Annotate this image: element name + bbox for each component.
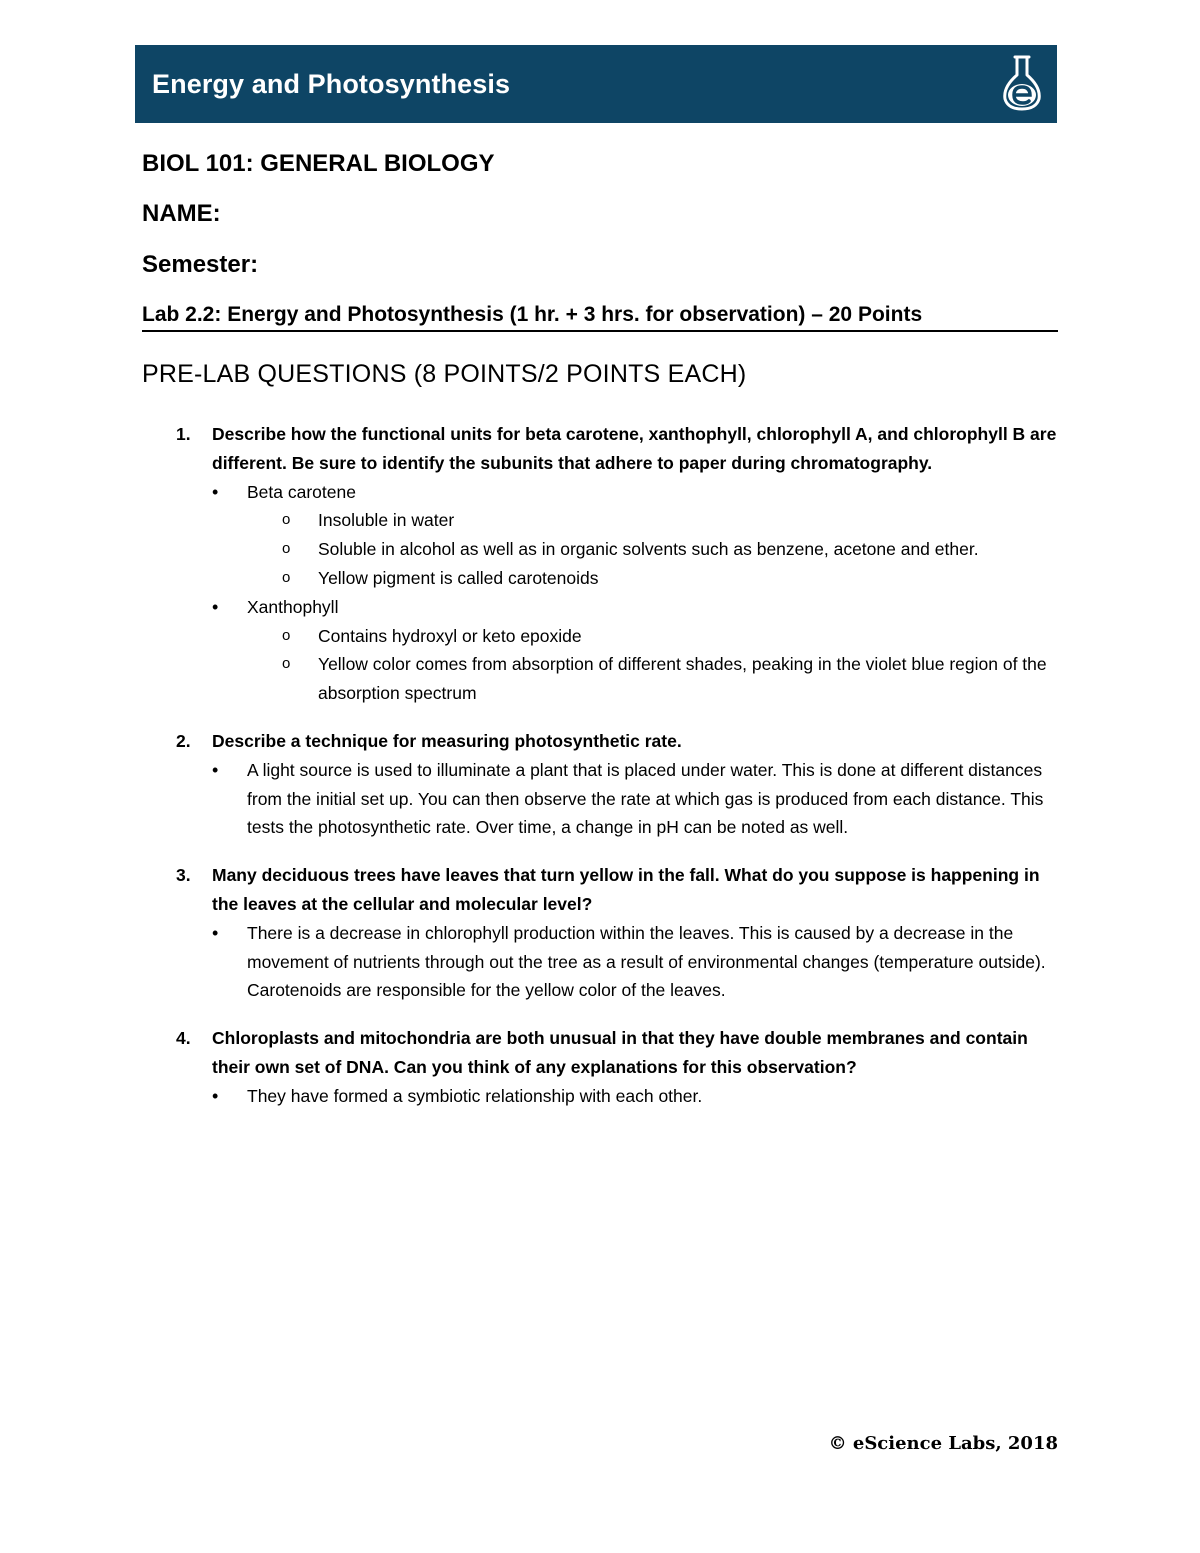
sub-answer-item: o Soluble in alcohol as well as in organic solvents such as benzene, acetone and ether.: [212, 535, 1058, 564]
answer-bullet: • There is a decrease in chlorophyll production within the leaves. This is caused by a decrease in the movement of nutrients through out the tree as a result of environmental changes (temperature outside). Carotenoids are responsible for the yellow color of the leaves.: [212, 919, 1058, 1005]
question-number: 2.: [176, 730, 191, 751]
answer-list: [212, 478, 1058, 708]
name-label: NAME:: [142, 200, 221, 227]
flask-logo-icon: [997, 53, 1047, 113]
answer-text: Beta carotene: [247, 481, 356, 502]
answer-bullet: [212, 593, 1058, 708]
section-title: PRE-LAB QUESTIONS (8 POINTS/2 POINTS EACH): [142, 360, 747, 388]
semester-label: Semester:: [142, 251, 259, 278]
lab-title: Lab 2.2: Energy and Photosynthesis (1 hr. + 3 hrs. for observation) – 20 Points: [142, 303, 1058, 332]
document-title: Energy and Photosynthesis: [152, 69, 511, 99]
question-number: 3.: [176, 865, 191, 886]
question-4: [142, 1024, 1058, 1110]
answer-bullet: [212, 478, 1058, 593]
question-text: Describe a technique for measuring photosynthetic rate.: [212, 730, 682, 751]
sub-answer-item: o Contains hydroxyl or keto epoxide: [212, 622, 1058, 651]
question-text: Chloroplasts and mitochondria are both unusual in that they have double membranes and contain their own set of DNA. Can you think of any explanations for this observation?: [212, 1028, 1028, 1077]
question-number: 4.: [176, 1028, 191, 1049]
sub-answer-list: [247, 622, 1058, 708]
course-title: BIOL 101: GENERAL BIOLOGY: [142, 150, 495, 177]
question-3: [142, 861, 1058, 1005]
answer-list: [212, 1082, 1058, 1111]
question-2: [142, 727, 1058, 842]
question-number: 1.: [176, 424, 191, 444]
question-text: Describe how the functional units for beta carotene, xanthophyll, chlorophyll A, and chlorophyll B are different. Be sure to identify the subunits that adhere to paper during chromatography.: [212, 424, 1057, 473]
answer-bullet: • A light source is used to illuminate a plant that is placed under water. This is done at different distances from the initial set up. You can then observe the rate at which gas is produced from each distance. This tests the photosynthetic rate. Over time, a change in pH can be noted as well.: [212, 756, 1058, 842]
question-1: [142, 420, 1058, 708]
header-banner: [135, 45, 1057, 123]
sub-answer-list: [247, 506, 1058, 592]
question-list: [142, 420, 1058, 1111]
sub-answer-item: o Yellow pigment is called carotenoids: [212, 564, 1058, 593]
sub-answer-item: o Yellow color comes from absorption of different shades, peaking in the violet blue region of the absorption spectrum: [212, 650, 1058, 708]
question-text: Many deciduous trees have leaves that turn yellow in the fall. What do you suppose is happening in the leaves at the cellular and molecular level?: [212, 865, 1040, 914]
answer-list: [212, 756, 1058, 842]
copyright-notice: © eScience Labs, 2018: [828, 1433, 1058, 1454]
sub-answer-item: o Insoluble in water: [212, 506, 1058, 535]
answer-text: Xanthophyll: [247, 596, 339, 617]
answer-list: [212, 919, 1058, 1005]
answer-bullet: • They have formed a symbiotic relationship with each other.: [212, 1082, 1058, 1111]
